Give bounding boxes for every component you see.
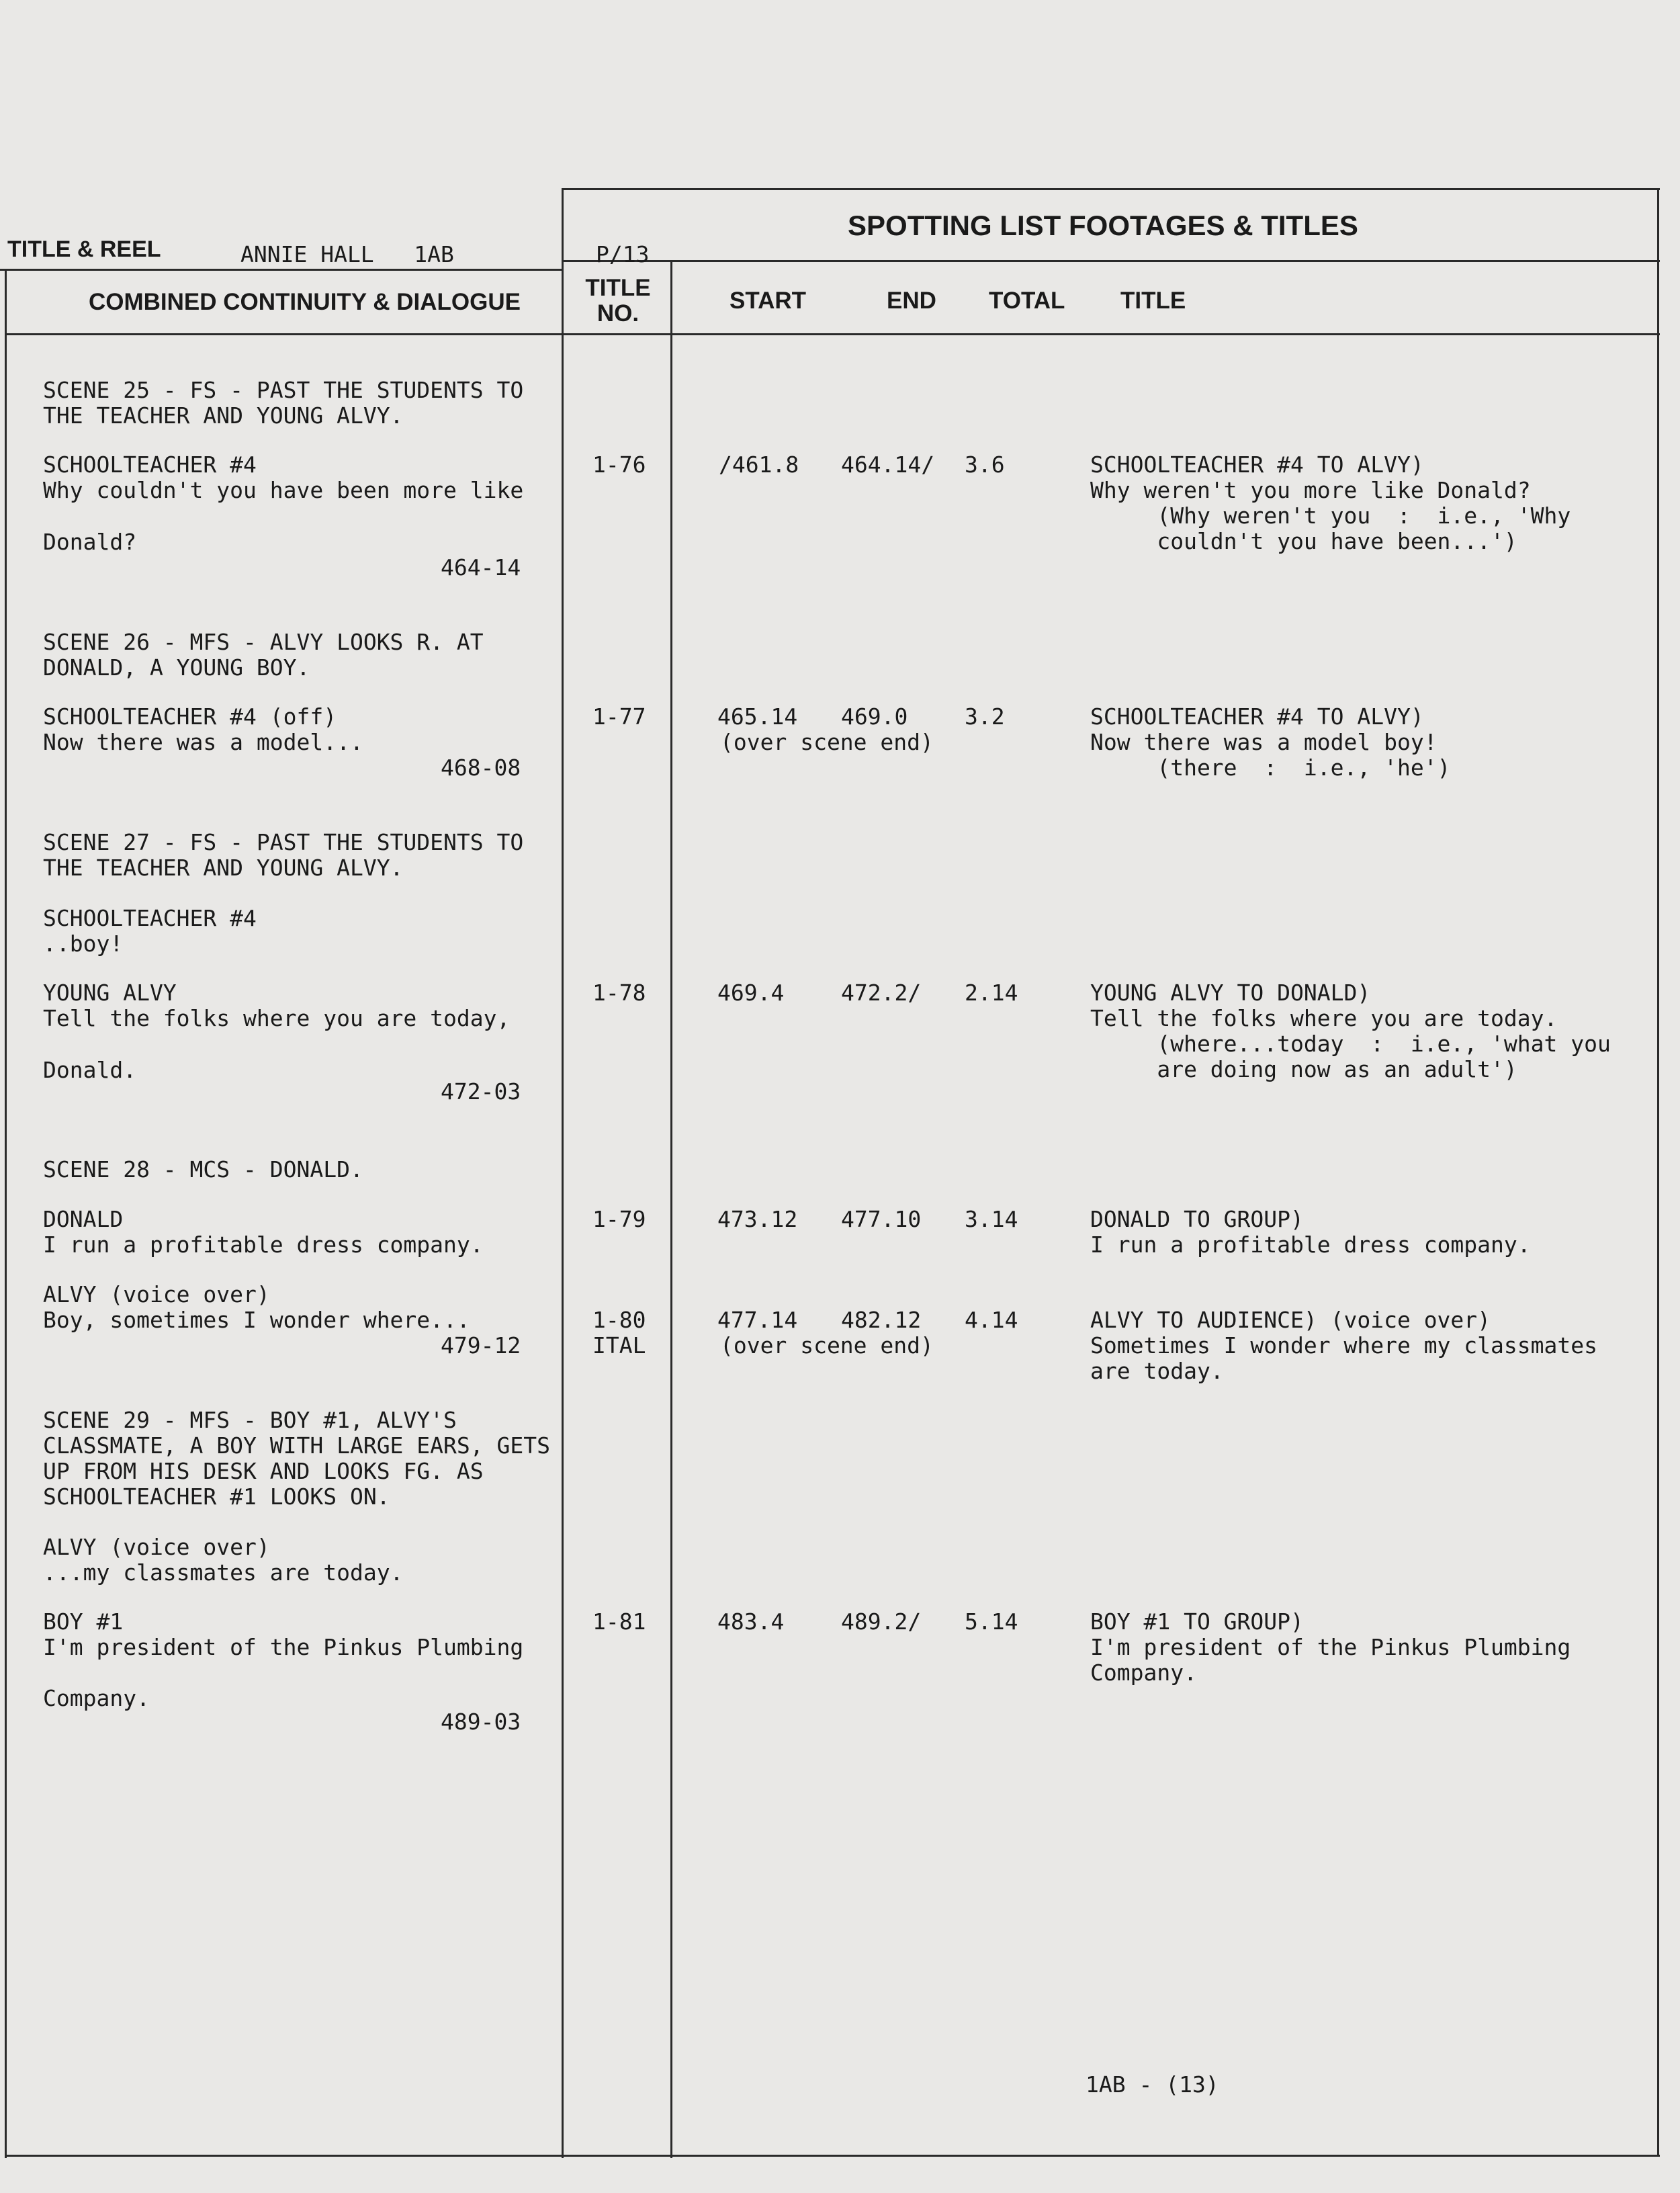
footage-mark: 489-03	[441, 1709, 521, 1735]
end-footage: 472.2/	[841, 980, 922, 1006]
header-divider	[562, 260, 1660, 262]
page-label: P/13	[596, 241, 650, 267]
title-number: 1-81	[592, 1608, 646, 1635]
header-top-rule	[0, 269, 563, 271]
continuity-heading: COMBINED CONTINUITY & DIALOGUE	[89, 289, 521, 315]
scene-end-note: (over scene end)	[720, 729, 934, 755]
title-reel-value: ANNIE HALL 1AB	[240, 241, 454, 267]
spotting-box-right-border	[1657, 188, 1659, 2157]
dialogue-alvy-voice-over: ALVY (voice over) Boy, sometimes I wonder where...	[43, 1281, 470, 1333]
left-border	[5, 269, 7, 2158]
spotting-heading: SPOTTING LIST FOOTAGES & TITLES	[848, 210, 1358, 241]
title-number: 1-78	[592, 980, 646, 1006]
start-footage: 469.4	[717, 980, 785, 1006]
scene-end-note: (over scene end)	[720, 1332, 934, 1359]
title-number: 1-77	[592, 703, 646, 730]
start-heading: START	[730, 288, 807, 314]
subtitle-text: BOY #1 TO GROUP) I'm president of the Pinkus Plumbing Company.	[1090, 1608, 1571, 1686]
dialogue-continuation: Donald?	[43, 529, 137, 555]
column-header-bottom-rule	[5, 333, 1660, 335]
end-footage: 489.2/	[841, 1608, 922, 1635]
title-number: 1-80 ITAL	[592, 1307, 646, 1359]
footer-page-reference: 1AB - (13)	[1086, 2071, 1219, 2098]
dialogue-donald: DONALD I run a profitable dress company.	[43, 1206, 484, 1258]
dialogue-schoolteacher-4: SCHOOLTEACHER #4 Why couldn't you have been more like	[43, 452, 524, 503]
bottom-border	[5, 2155, 1660, 2157]
total-heading: TOTAL	[989, 288, 1065, 314]
subtitle-text: YOUNG ALVY TO DONALD) Tell the folks where you are today. (where...today : i.e., 'what you are doing now as an adult')	[1090, 980, 1611, 1082]
subtitle-text: SCHOOLTEACHER #4 TO ALVY) Now there was a model boy! (there : i.e., 'he')	[1090, 703, 1451, 781]
end-footage: 477.10	[841, 1206, 922, 1232]
title-number: 1-76	[592, 452, 646, 478]
dialogue-boy-1: BOY #1 I'm president of the Pinkus Plumbing	[43, 1608, 524, 1660]
end-heading: END	[887, 288, 936, 314]
end-footage: 482.12	[841, 1307, 922, 1333]
total-footage: 2.14	[965, 980, 1018, 1006]
dialogue-continuation: Company.	[43, 1685, 150, 1711]
scene-27-description: SCENE 27 - FS - PAST THE STUDENTS TO THE TEACHER AND YOUNG ALVY.	[43, 829, 524, 881]
footage-mark: 479-12	[441, 1332, 521, 1359]
column-divider-continuity	[562, 188, 564, 2158]
start-footage: /461.8	[719, 452, 799, 478]
title-number: 1-79	[592, 1206, 646, 1232]
start-footage: 465.14	[717, 703, 798, 730]
footage-mark: 464-14	[441, 554, 521, 580]
start-footage: 477.14	[717, 1307, 798, 1333]
footage-mark: 468-08	[441, 755, 521, 781]
scene-25-description: SCENE 25 - FS - PAST THE STUDENTS TO THE TEACHER AND YOUNG ALVY.	[43, 377, 524, 429]
title-heading: TITLE	[1120, 288, 1186, 314]
spotting-box-top-border	[562, 188, 1660, 190]
dialogue-continuation: Donald.	[43, 1057, 137, 1083]
total-footage: 3.14	[965, 1206, 1018, 1232]
title-reel-label: TITLE & REEL	[7, 236, 161, 262]
dialogue-schoolteacher-4: SCHOOLTEACHER #4 ..boy!	[43, 905, 257, 957]
title-no-heading-line1: TITLE	[585, 275, 651, 301]
start-footage: 473.12	[717, 1206, 798, 1232]
subtitle-text: SCHOOLTEACHER #4 TO ALVY) Why weren't you more like Donald? (Why weren't you : i.e., 'Why couldn't you have been...')	[1090, 452, 1571, 554]
title-no-heading-line2: NO.	[596, 300, 639, 327]
footage-mark: 472-03	[441, 1078, 521, 1105]
total-footage: 5.14	[965, 1608, 1018, 1635]
end-footage: 464.14/	[841, 452, 935, 478]
scene-29-description: SCENE 29 - MFS - BOY #1, ALVY'S CLASSMATE, A BOY WITH LARGE EARS, GETS UP FROM HIS DESK AND LOOKS FG. AS SCHOOLTEACHER #1 LOOKS ON.	[43, 1407, 550, 1510]
subtitle-text: DONALD TO GROUP) I run a profitable dress company.	[1090, 1206, 1531, 1258]
title-no-heading	[584, 275, 652, 327]
subtitle-text: ALVY TO AUDIENCE) (voice over) Sometimes I wonder where my classmates are today.	[1090, 1307, 1597, 1384]
total-footage: 3.2	[965, 703, 1005, 730]
dialogue-alvy-voice-over: ALVY (voice over) ...my classmates are today.	[43, 1534, 404, 1586]
scene-28-description: SCENE 28 - MCS - DONALD.	[43, 1156, 363, 1182]
scene-26-description: SCENE 26 - MFS - ALVY LOOKS R. AT DONALD, A YOUNG BOY.	[43, 629, 484, 681]
end-footage: 469.0	[841, 703, 908, 730]
dialogue-young-alvy: YOUNG ALVY Tell the folks where you are today,	[43, 980, 511, 1031]
start-footage: 483.4	[717, 1608, 785, 1635]
total-footage: 4.14	[965, 1307, 1018, 1333]
column-divider-title-no	[670, 260, 672, 2158]
total-footage: 3.6	[965, 452, 1005, 478]
dialogue-schoolteacher-4-off: SCHOOLTEACHER #4 (off) Now there was a model...	[43, 703, 363, 755]
